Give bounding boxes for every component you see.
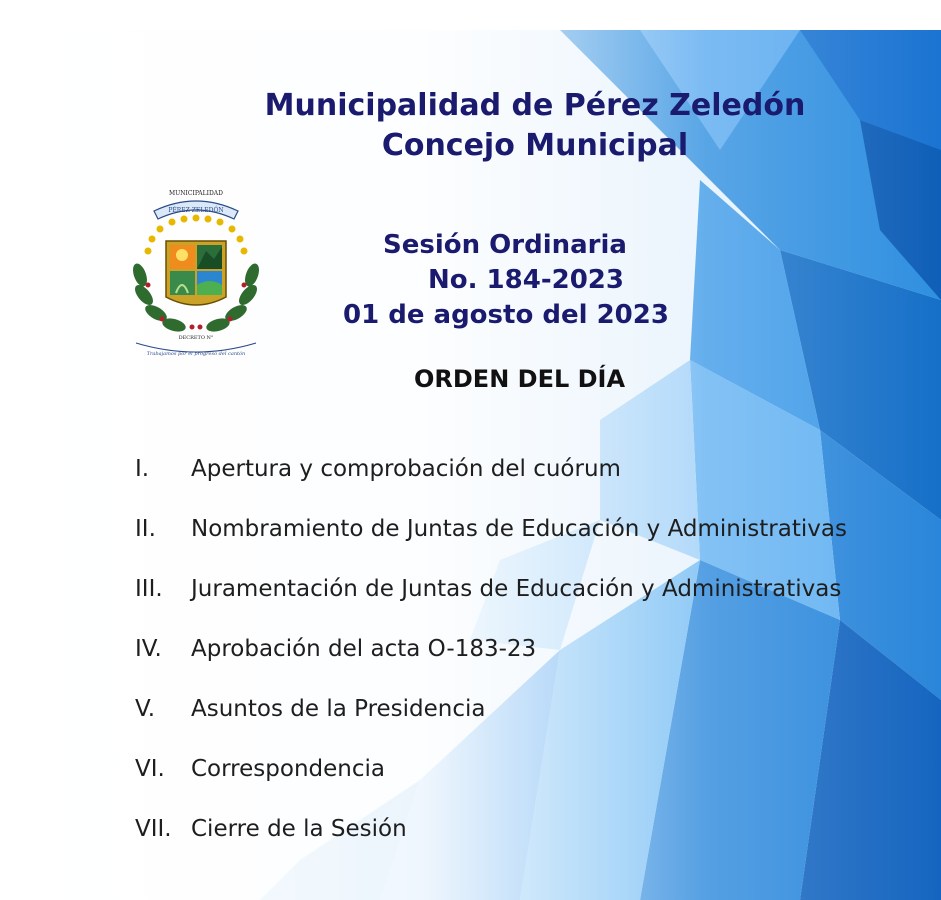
agenda-item <box>135 456 621 482</box>
agenda-item-text: Asuntos de la Presidencia <box>191 696 486 722</box>
session-number: No. 184-2023 <box>428 265 624 295</box>
agenda-item-number: II. <box>135 516 156 542</box>
agenda-item <box>135 636 536 662</box>
agenda-item-number: I. <box>135 456 150 482</box>
agenda-item-text: Apertura y comprobación del cuórum <box>191 456 621 482</box>
municipal-seal-logo <box>126 185 266 365</box>
agenda-item-number: VI. <box>135 756 165 782</box>
seal-banner-text: PÉREZ ZELEDÓN <box>168 207 224 214</box>
seal-decree-text: DECRETO N° <box>178 335 214 341</box>
agenda-item <box>135 756 385 782</box>
seal-motto: Trabajamos por el progreso del cantón <box>146 351 246 357</box>
agenda-item-text: Nombramiento de Juntas de Educación y Administrativas <box>191 516 847 542</box>
agenda-item-number: IV. <box>135 636 162 662</box>
session-date: 01 de agosto del 2023 <box>343 300 669 330</box>
agenda-title: ORDEN DEL DÍA <box>414 365 626 393</box>
agenda-item-text: Correspondencia <box>191 756 385 782</box>
agenda-item <box>135 516 847 542</box>
agenda-item-number: VII. <box>135 816 172 842</box>
session-type: Sesión Ordinaria <box>383 230 627 260</box>
agenda-item-text: Juramentación de Juntas de Educación y Administrativas <box>191 576 842 602</box>
seal-top-text: MUNICIPALIDAD <box>169 190 223 197</box>
municipality-title: Municipalidad de Pérez Zeledón <box>264 88 806 123</box>
agenda-item-text: Aprobación del acta O-183-23 <box>191 636 537 662</box>
agenda-item-text: Cierre de la Sesión <box>191 816 407 842</box>
council-title: Concejo Municipal <box>381 128 689 163</box>
agenda-item <box>135 816 407 842</box>
agenda-item-number: V. <box>135 696 156 722</box>
agenda-item <box>135 696 486 722</box>
agenda-item-number: III. <box>135 576 163 602</box>
agenda-item <box>135 576 841 602</box>
